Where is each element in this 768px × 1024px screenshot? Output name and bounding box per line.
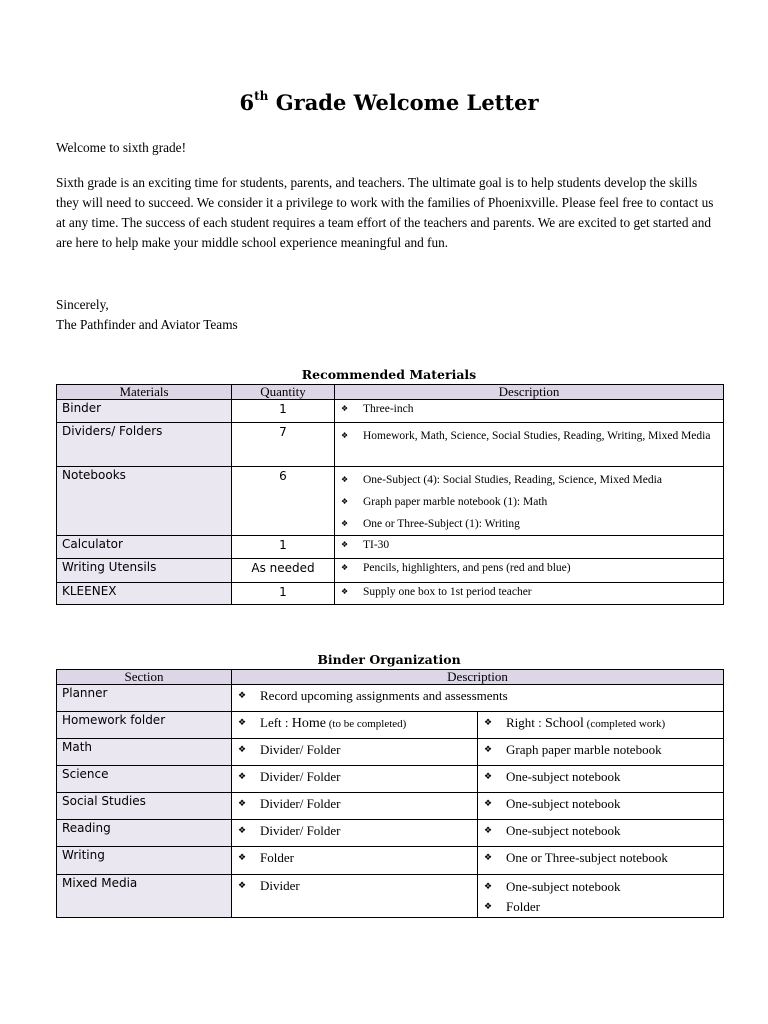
header-quantity: Quantity: [232, 385, 335, 400]
material-qty: 6: [232, 467, 335, 536]
section-right: [478, 793, 724, 820]
page-title: [0, 90, 768, 115]
bullet-item: ❖ Divider/ Folder: [238, 795, 471, 813]
bullet-item: ❖ Three-inch: [341, 402, 717, 416]
material-name: Binder: [57, 400, 232, 423]
bullet-item: ❖ One-subject notebook: [484, 768, 717, 786]
bullet-item: ❖ One or Three-Subject (1): Writing: [341, 513, 717, 535]
section-name: Social Studies: [57, 793, 232, 820]
bullet-item: ❖ Divider/ Folder: [238, 741, 471, 759]
table-row: [57, 712, 724, 739]
material-name: Writing Utensils: [57, 559, 232, 583]
home-label: Home: [291, 716, 326, 731]
header-description: Description: [335, 385, 724, 400]
right-label: Right :: [506, 715, 546, 730]
material-name: Dividers/ Folders: [57, 423, 232, 467]
material-qty: 1: [232, 583, 335, 605]
bullet-item: ❖ Folder: [484, 897, 717, 917]
signature: The Pathfinder and Aviator Teams: [56, 317, 238, 332]
bullet-item: ❖ TI-30: [341, 538, 717, 552]
material-desc: [335, 423, 724, 467]
table-row: [57, 739, 724, 766]
title-superscript: th: [254, 89, 269, 103]
section-name: Planner: [57, 685, 232, 712]
section-right: [478, 875, 724, 918]
table-row: [57, 793, 724, 820]
school-label: School: [545, 716, 584, 731]
material-qty: 1: [232, 536, 335, 559]
bullet-item: [238, 714, 471, 733]
bullet-item: ❖ Divider/ Folder: [238, 768, 471, 786]
closing: Sincerely,: [56, 297, 109, 312]
binder-table: [56, 669, 724, 918]
table-row: [57, 766, 724, 793]
bullet-item: ❖ One-subject notebook: [484, 795, 717, 813]
material-desc: [335, 559, 724, 583]
bullet-item: ❖ Homework, Math, Science, Social Studies, Reading, Writing, Mixed Media: [341, 425, 717, 447]
materials-header-row: [57, 385, 724, 400]
left-label: Left :: [260, 715, 292, 730]
table-row: [57, 583, 724, 605]
section-right: [478, 712, 724, 739]
material-desc: [335, 400, 724, 423]
title-text: Grade Welcome Letter: [268, 90, 539, 115]
materials-table: [56, 384, 724, 605]
material-qty: 7: [232, 423, 335, 467]
table-row: [57, 536, 724, 559]
bullet-item: ❖ Record upcoming assignments and assessments: [238, 687, 717, 705]
bullet-item: ❖ One-subject notebook: [484, 877, 717, 897]
header-section: Section: [57, 670, 232, 685]
bullet-item: ❖ Divider/ Folder: [238, 822, 471, 840]
left-note: (to be completed): [325, 718, 407, 730]
bullet-item: ❖ One or Three-subject notebook: [484, 849, 717, 867]
header-materials: Materials: [57, 385, 232, 400]
material-name: Notebooks: [57, 467, 232, 536]
section-desc: [232, 685, 724, 712]
table-row: [57, 847, 724, 875]
section-right: [478, 739, 724, 766]
section-left: [232, 712, 478, 739]
title-number: 6: [239, 90, 255, 115]
section-left: [232, 875, 478, 918]
materials-title: Recommended Materials: [301, 367, 477, 382]
section-right: [478, 766, 724, 793]
bullet-item: ❖ Graph paper marble notebook: [484, 741, 717, 759]
section-left: [232, 820, 478, 847]
material-desc: [335, 583, 724, 605]
section-left: [232, 847, 478, 875]
section-name: Writing: [57, 847, 232, 875]
right-note: (completed work): [583, 718, 666, 730]
table-row: [57, 559, 724, 583]
table-row: [57, 685, 724, 712]
material-qty: As needed: [232, 559, 335, 583]
material-name: KLEENEX: [57, 583, 232, 605]
letter-body: Sixth grade is an exciting time for students, parents, and teachers. The ultimate goal is to help students develop the skills they will need to succeed. We consider it a privilege to work with the families of Phoenixville. Please feel free to contact us at any time. The success of each student requires a team effort of the teachers and parents. We are excited to get started and are here to help make your middle school experience meaningful and fun.: [56, 175, 714, 250]
header-description: Description: [232, 670, 724, 685]
section-name: Science: [57, 766, 232, 793]
bullet-item: [484, 714, 717, 733]
bullet-item: ❖ One-subject notebook: [484, 822, 717, 840]
section-name: Homework folder: [57, 712, 232, 739]
table-row: [57, 423, 724, 467]
section-name: Reading: [57, 820, 232, 847]
table-row: [57, 820, 724, 847]
binder-header-row: [57, 670, 724, 685]
material-desc: [335, 467, 724, 536]
binder-title: Binder Organization: [317, 652, 461, 667]
section-left: [232, 793, 478, 820]
bullet-item: ❖ Graph paper marble notebook (1): Math: [341, 491, 717, 513]
material-desc: [335, 536, 724, 559]
section-left: [232, 766, 478, 793]
bullet-item: ❖ Pencils, highlighters, and pens (red and blue): [341, 561, 717, 575]
section-right: [478, 820, 724, 847]
bullet-item: ❖ Divider: [238, 877, 471, 895]
bullet-item: ❖ One-Subject (4): Social Studies, Reading, Science, Mixed Media: [341, 469, 717, 491]
bullet-item: ❖ Supply one box to 1st period teacher: [341, 585, 717, 599]
section-name: Math: [57, 739, 232, 766]
section-right: [478, 847, 724, 875]
table-row: [57, 875, 724, 918]
section-left: [232, 739, 478, 766]
material-name: Calculator: [57, 536, 232, 559]
table-row: [57, 467, 724, 536]
bullet-item: ❖ Folder: [238, 849, 471, 867]
material-qty: 1: [232, 400, 335, 423]
table-row: [57, 400, 724, 423]
greeting: Welcome to sixth grade!: [56, 140, 187, 155]
section-name: Mixed Media: [57, 875, 232, 918]
